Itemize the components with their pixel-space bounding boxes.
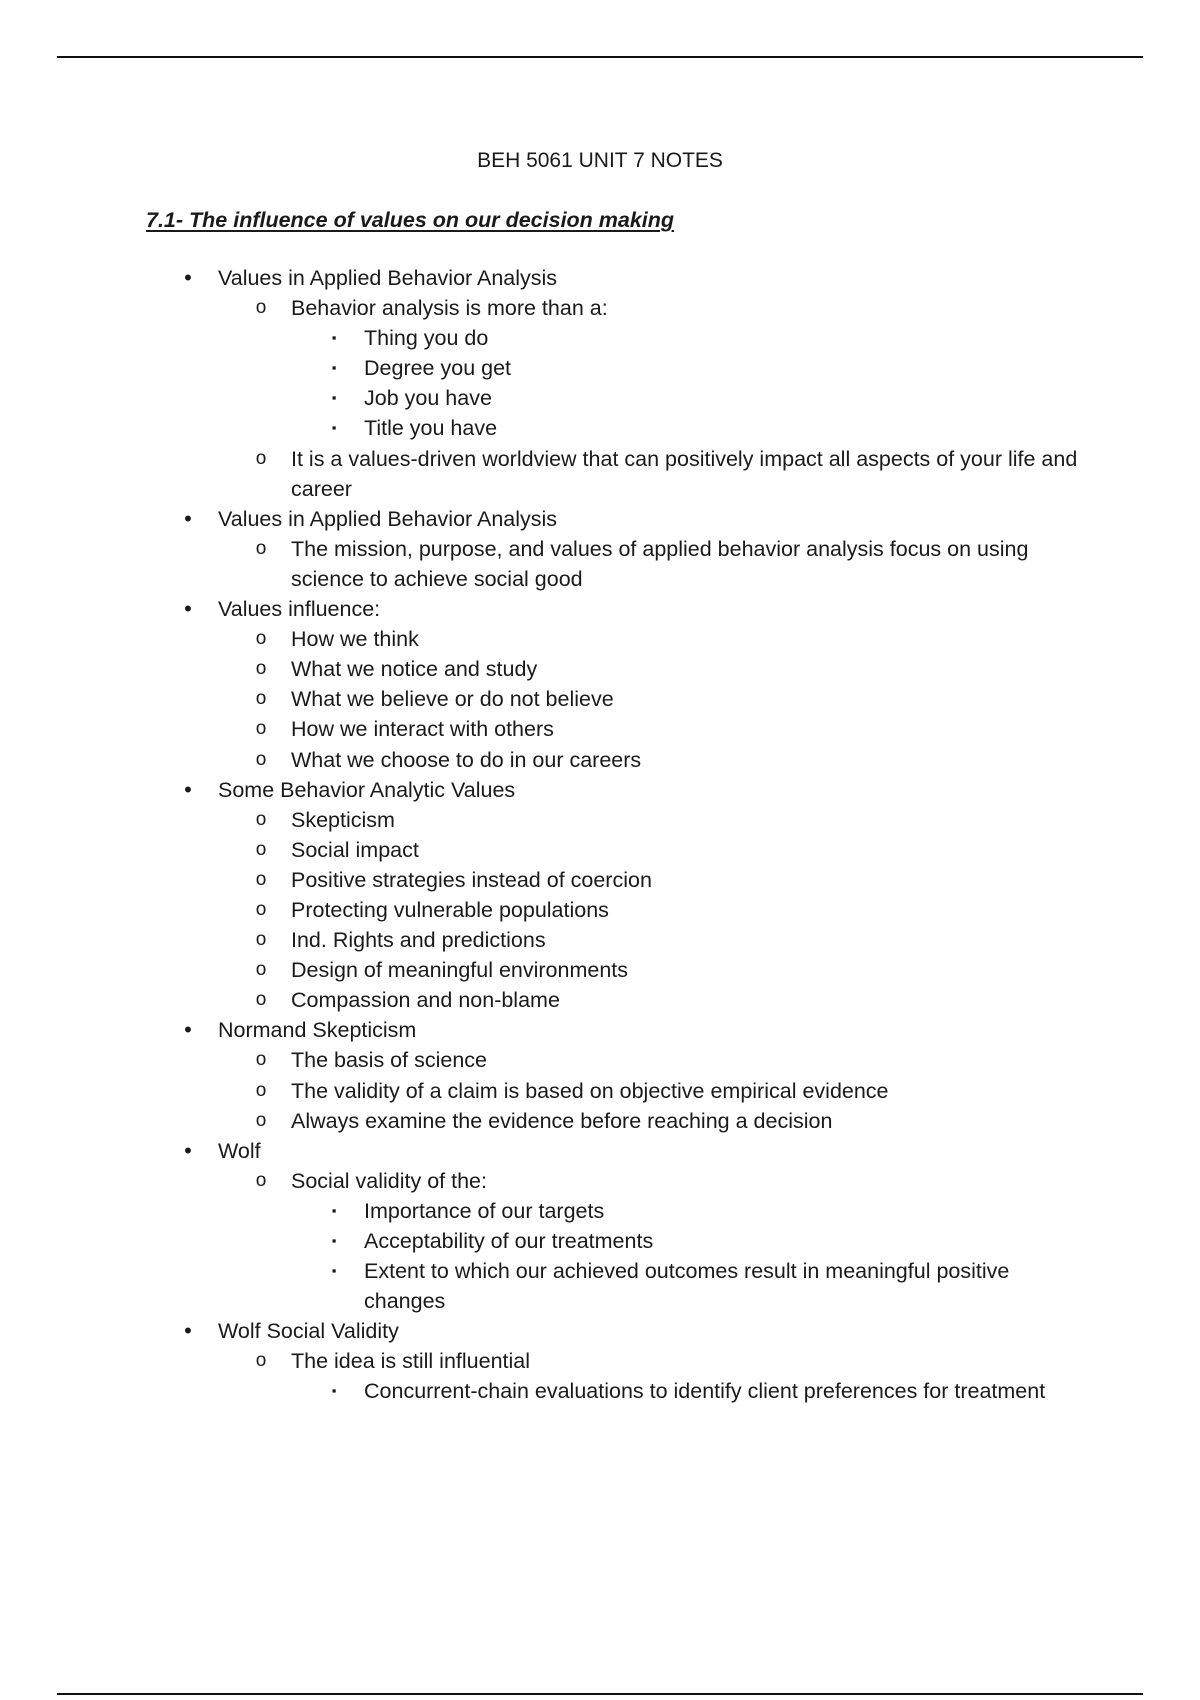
note-text: Extent to which our achieved outcomes result in meaningful positive changes xyxy=(364,1259,1010,1314)
note-text: Values influence: xyxy=(218,597,381,622)
note-sub-bullet xyxy=(0,1076,1200,1106)
sub-bullet-marker-icon: o xyxy=(255,1350,267,1372)
note-text: Ind. Rights and predictions xyxy=(291,928,546,953)
note-sub-bullet xyxy=(0,684,1200,714)
note-text: It is a values-driven worldview that can positively impact all aspects of your life and career xyxy=(291,446,1078,501)
note-sub-bullet xyxy=(0,955,1200,985)
sub-bullet-marker-icon: o xyxy=(255,658,267,680)
note-text: What we choose to do in our careers xyxy=(291,747,642,772)
note-sub-sub-bullet xyxy=(0,1376,1200,1406)
note-text: Compassion and non-blame xyxy=(291,988,560,1013)
bullet-marker-icon: • xyxy=(184,265,192,290)
note-sub-bullet xyxy=(0,1346,1200,1376)
note-bullet xyxy=(0,504,1200,534)
note-text: Values in Applied Behavior Analysis xyxy=(218,266,558,290)
note-text: The validity of a claim is based on objective empirical evidence xyxy=(291,1078,889,1103)
note-sub-bullet xyxy=(0,624,1200,654)
sub-bullet-marker-icon: o xyxy=(255,537,267,559)
sub-sub-bullet-marker-icon: ▪ xyxy=(331,360,337,376)
sub-bullet-marker-icon: o xyxy=(255,808,267,830)
note-text: Thing you do xyxy=(364,326,489,351)
sub-bullet-marker-icon: o xyxy=(255,718,267,740)
note-text: What we notice and study xyxy=(291,657,538,682)
note-sub-bullet xyxy=(0,835,1200,865)
note-sub-bullet xyxy=(0,925,1200,955)
note-text: Importance of our targets xyxy=(364,1198,605,1223)
note-sub-bullet xyxy=(0,805,1200,835)
note-sub-bullet xyxy=(0,714,1200,744)
note-text: Design of meaningful environments xyxy=(291,958,629,983)
note-text: Wolf Social Validity xyxy=(218,1319,399,1344)
note-text: Always examine the evidence before reaching a decision xyxy=(291,1108,833,1133)
note-sub-bullet xyxy=(0,985,1200,1015)
note-text: Positive strategies instead of coercion xyxy=(291,867,652,892)
note-text: Degree you get xyxy=(364,356,512,381)
note-text: Social impact xyxy=(291,837,419,862)
sub-bullet-marker-icon: o xyxy=(255,959,267,981)
note-text: Values in Applied Behavior Analysis xyxy=(218,506,558,531)
note-text: The idea is still influential xyxy=(291,1349,531,1374)
sub-bullet-marker-icon: o xyxy=(255,628,267,650)
note-text: Acceptability of our treatments xyxy=(364,1229,654,1253)
sub-bullet-marker-icon: o xyxy=(255,838,267,860)
sub-bullet-marker-icon: o xyxy=(255,1049,267,1071)
sub-bullet-marker-icon: o xyxy=(255,929,267,951)
document-title: BEH 5061 UNIT 7 NOTES xyxy=(477,149,723,172)
sub-bullet-marker-icon: o xyxy=(255,1109,267,1131)
note-bullet xyxy=(0,1136,1200,1166)
bullet-marker-icon: • xyxy=(184,505,192,531)
note-bullet xyxy=(0,775,1200,805)
note-sub-sub-bullet xyxy=(0,1226,1200,1256)
sub-bullet-marker-icon: o xyxy=(255,898,267,920)
note-sub-bullet xyxy=(0,1106,1200,1136)
note-sub-bullet xyxy=(0,895,1200,925)
note-sub-bullet xyxy=(0,865,1200,895)
note-bullet xyxy=(0,263,1200,293)
bullet-marker-icon: • xyxy=(184,596,192,622)
sub-bullet-marker-icon: o xyxy=(255,447,267,469)
note-text: Behavior analysis is more than a: xyxy=(291,296,608,321)
note-bullet xyxy=(0,1316,1200,1346)
note-text: Some Behavior Analytic Values xyxy=(218,777,516,802)
bullet-marker-icon: • xyxy=(184,1017,192,1043)
header-rule xyxy=(57,56,1143,58)
note-sub-bullet xyxy=(0,1166,1200,1196)
note-sub-bullet xyxy=(0,745,1200,775)
sub-sub-bullet-marker-icon: ▪ xyxy=(331,1233,337,1248)
note-bullet xyxy=(0,1015,1200,1045)
note-bullet xyxy=(0,594,1200,624)
note-text: Skepticism xyxy=(291,807,395,832)
sub-bullet-marker-icon: o xyxy=(255,688,267,710)
note-text: Wolf xyxy=(218,1138,261,1163)
note-sub-sub-bullet xyxy=(0,1196,1200,1226)
notes-list xyxy=(0,263,1200,1407)
sub-bullet-marker-icon: o xyxy=(255,297,267,319)
note-text: Concurrent-chain evaluations to identify client preferences for treatment xyxy=(364,1379,1046,1404)
note-sub-sub-bullet xyxy=(0,1256,1200,1316)
note-sub-bullet xyxy=(0,293,1200,323)
sub-bullet-marker-icon: o xyxy=(255,1079,267,1101)
note-sub-bullet xyxy=(0,1045,1200,1075)
section-heading: 7.1- The influence of values on our decision making xyxy=(146,208,675,232)
note-sub-sub-bullet xyxy=(0,383,1200,413)
note-text: How we think xyxy=(291,627,419,652)
note-sub-bullet xyxy=(0,654,1200,684)
note-text: How we interact with others xyxy=(291,717,554,742)
sub-bullet-marker-icon: o xyxy=(255,748,267,770)
bullet-marker-icon: • xyxy=(184,776,192,802)
sub-sub-bullet-marker-icon: ▪ xyxy=(331,420,337,436)
sub-bullet-marker-icon: o xyxy=(255,868,267,890)
note-text: The mission, purpose, and values of applied behavior analysis focus on using science to achieve social good xyxy=(291,536,1029,591)
note-sub-bullet xyxy=(0,444,1200,504)
note-text: Normand Skepticism xyxy=(218,1018,417,1043)
note-sub-sub-bullet xyxy=(0,413,1200,443)
sub-sub-bullet-marker-icon: ▪ xyxy=(331,330,337,346)
note-text: Social validity of the: xyxy=(291,1168,487,1193)
sub-sub-bullet-marker-icon: ▪ xyxy=(331,1202,337,1218)
note-sub-bullet xyxy=(0,534,1200,594)
bullet-marker-icon: • xyxy=(184,1137,192,1163)
sub-sub-bullet-marker-icon: ▪ xyxy=(331,1263,337,1279)
note-text: Title you have xyxy=(364,416,498,441)
note-text: The basis of science xyxy=(291,1048,487,1073)
footer-rule xyxy=(57,1693,1143,1695)
note-text: What we believe or do not believe xyxy=(291,687,614,712)
sub-bullet-marker-icon: o xyxy=(255,989,267,1011)
bullet-marker-icon: • xyxy=(184,1318,192,1344)
note-sub-sub-bullet xyxy=(0,353,1200,383)
note-sub-sub-bullet xyxy=(0,323,1200,353)
sub-sub-bullet-marker-icon: ▪ xyxy=(331,1383,337,1399)
sub-sub-bullet-marker-icon: ▪ xyxy=(331,390,337,406)
note-text: Job you have xyxy=(364,386,492,411)
sub-bullet-marker-icon: o xyxy=(255,1169,267,1191)
note-text: Protecting vulnerable populations xyxy=(291,897,609,922)
